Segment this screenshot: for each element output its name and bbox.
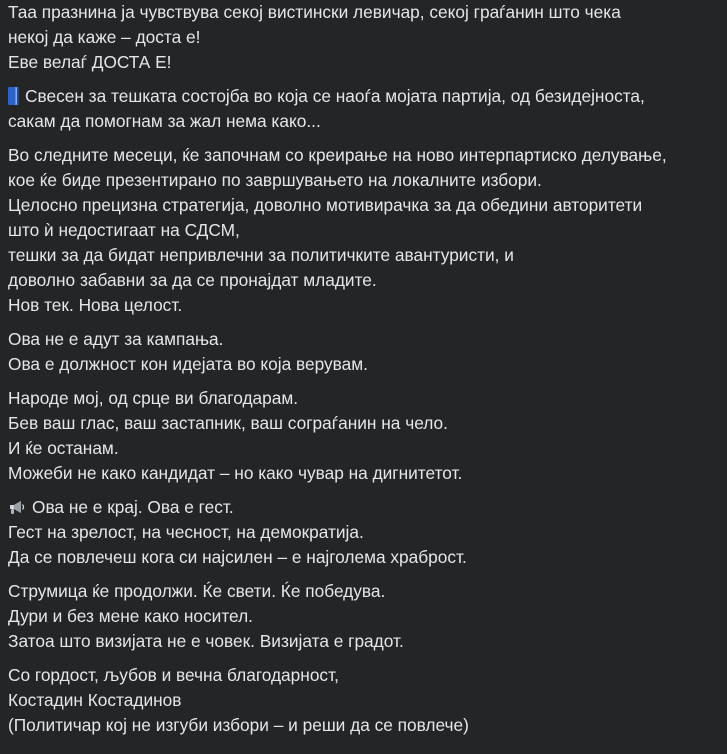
post-text-line: Ова не е адут за кампања. (8, 329, 224, 349)
post-text: Свесен за тешката состојба во која се наоѓа мојата партија, од безидејноста, (25, 86, 645, 106)
author-name: Костадин Костадинов (8, 690, 182, 710)
post-text-line: Таа празнина ја чувствува секој вистински левичар, секој граѓанин што чека (8, 2, 621, 22)
post-paragraph (8, 386, 723, 486)
post-text-line-with-icon (8, 495, 723, 520)
post-text-line: сакам да помогнам за жал нема како... (8, 111, 321, 131)
post-text-line: Гест на зрелост, на чесност, на демократија. (8, 522, 364, 542)
post-text-line: Во следните месеци, ќе започнам со креирање на ново интерпартиско делување, (8, 145, 667, 165)
post-text-line: Еве велаѓ ДОСТА Е! (8, 52, 172, 72)
book-icon (8, 87, 19, 105)
post-text-line: (Политичар кој не изгуби избори – и реши да се повлече) (8, 715, 469, 735)
post-text-line: Можеби не како кандидат – но како чувар на дигнитетот. (8, 463, 463, 483)
post-signature (8, 663, 723, 738)
post-text-line: кое ќе биде презентирано по завршувањето на локалните избори. (8, 170, 542, 190)
post-text-line: Народе мој, од срце ви благодарам. (8, 388, 299, 408)
post-paragraph (8, 327, 723, 377)
post-text-line: Дури и без мене како носител. (8, 606, 253, 626)
post-paragraph (8, 579, 723, 654)
post-text-line: Ова е должност кон идејата во која верувам. (8, 354, 368, 374)
post-text-line: доволно забавни за да се пронајдат младите. (8, 270, 377, 290)
post-text: Ова не е крај. Ова е гест. (32, 497, 234, 517)
post-text-line: Со гордост, љубов и вечна благодарност, (8, 665, 339, 685)
post-text-line: Целосно прецизна стратегија, доволно мотивирачка за да обедини авторитети (8, 195, 643, 215)
post-paragraph (8, 495, 723, 570)
post-text-line: тешки за да бидат непривлечни за политичките авантуристи, и (8, 245, 514, 265)
post-body (8, 0, 723, 747)
post-text-line: Да се повлечеш кога си најсилен – е најголема храброст. (8, 547, 467, 567)
megaphone-icon (8, 498, 26, 516)
post-text-line: некој да каже – доста е! (8, 27, 201, 47)
post-text-line: Струмица ќе продолжи. Ќе свети. Ќе победува. (8, 581, 386, 601)
post-text-line: Нов тек. Нова целост. (8, 295, 183, 315)
post-text-line: Затоа што визијата не е човек. Визијата е градот. (8, 631, 404, 651)
post-text-line: Бев ваш глас, ваш застапник, ваш сограѓанин на чело. (8, 413, 448, 433)
post-text-line: И ќе останам. (8, 438, 119, 458)
post-paragraph (8, 143, 723, 318)
post-paragraph (8, 84, 723, 134)
post-paragraph (8, 0, 723, 75)
post-text-line: што ѝ недостигаат на СДСМ, (8, 220, 240, 240)
post-text-line-with-icon (8, 84, 723, 109)
